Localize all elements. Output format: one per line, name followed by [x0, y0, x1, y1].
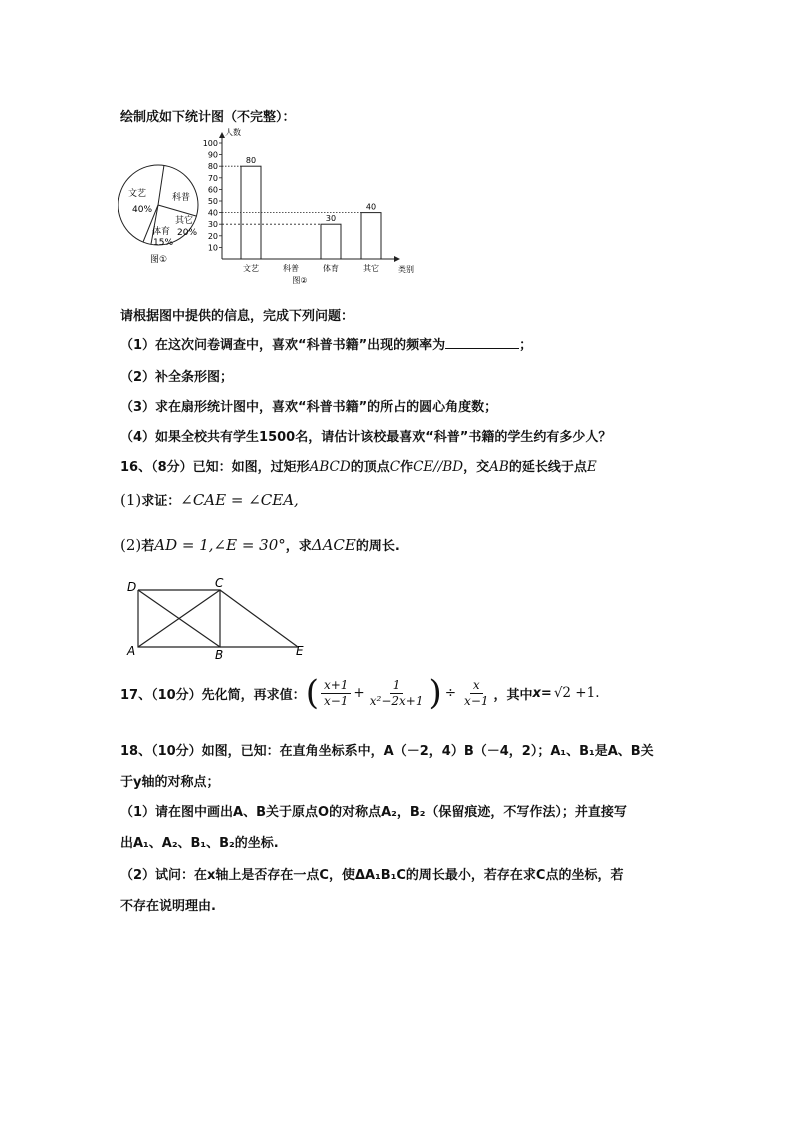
- point-c-label: C: [215, 576, 224, 590]
- x-tick-label: 文艺: [243, 264, 259, 273]
- y-tick-label: 20: [207, 231, 218, 241]
- q17-div: ÷: [444, 685, 457, 701]
- pie-pct-qita: 20%: [177, 228, 198, 238]
- q16-mid3: ，交: [463, 460, 490, 475]
- q17-fraction-2: [367, 678, 427, 709]
- q17-f2-num: 1: [390, 678, 404, 694]
- q17-stem: [120, 673, 600, 713]
- q17-f3-den: x−1: [464, 693, 489, 708]
- q17-tail: ，其中: [493, 687, 533, 703]
- intro-text: 绘制成如下统计图（不完整）：: [120, 110, 296, 125]
- q16-part1-math: ∠CAE = ∠CEA,: [180, 491, 299, 509]
- bar-chart: [200, 128, 430, 290]
- rectangle-figure: [122, 575, 322, 660]
- pie-caption: 图①: [150, 255, 168, 265]
- q16-mid4: 的延长线于点: [508, 460, 587, 475]
- y-axis-label: 人数: [225, 128, 241, 137]
- q16-e: E: [586, 459, 597, 475]
- q16-part2-num: (2): [120, 536, 142, 554]
- q18-line4: 出A₁、A₂、B₁、B₂的坐标.: [120, 836, 279, 851]
- point-a-label: A: [127, 644, 136, 658]
- q16-part2-math: AD = 1,∠E = 30°: [154, 536, 286, 554]
- bar-data-label: 80: [245, 156, 257, 166]
- q17-plus: +: [353, 685, 365, 701]
- y-tick-label: 70: [207, 173, 218, 183]
- q15-part1-text: （1）在这次问卷调查中，喜欢“科普书籍”出现的频率为: [120, 338, 446, 353]
- q15-part4: （4）如果全校共有学生1500名，请估计该校最喜欢“科普”书籍的学生约有多少人？: [120, 430, 612, 445]
- q16-part2-c: 的周长.: [355, 539, 400, 554]
- q16-part1: [120, 490, 299, 509]
- pie-chart: [118, 150, 210, 268]
- bar-data-label: 30: [325, 214, 337, 224]
- bar-data-label: 40: [365, 202, 377, 212]
- y-tick-label: 80: [207, 162, 218, 172]
- y-tick-label: 100: [202, 139, 218, 148]
- x-tick-label: 其它: [363, 264, 379, 273]
- q17-f1-den: x−1: [323, 693, 349, 708]
- q17-fraction-1: [321, 678, 351, 709]
- q15-part1-end: ；: [519, 338, 533, 353]
- x-axis-arrow: [394, 256, 400, 262]
- q16-part1-num: (1): [120, 491, 142, 509]
- q16-mid1: 的顶点: [350, 460, 390, 475]
- q16-mid2: 作: [400, 460, 414, 475]
- q16-stem: [120, 456, 597, 475]
- y-tick-label: 60: [207, 185, 218, 195]
- q16-part2-tri: ΔACE: [311, 536, 356, 554]
- pie-label-tiyu: 体育: [152, 227, 171, 237]
- q15-part2: （2）补全条形图；: [120, 370, 234, 385]
- pie-pct-wenyi: 40%: [132, 205, 153, 215]
- x-tick-label: 科普: [283, 264, 299, 273]
- bar-chart-caption: 图②: [292, 276, 308, 285]
- q18-line3: （1）请在图中画出A、B关于原点O的对称点A₂，B₂（保留痕迹，不写作法）；并直接写: [120, 805, 627, 820]
- y-tick-label: 10: [207, 243, 218, 253]
- q15-lead: 请根据图中提供的信息，完成下列问题：: [120, 309, 355, 324]
- q16-part2-b: ，求: [285, 539, 312, 554]
- answer-blank: [445, 336, 519, 349]
- point-b-label: B: [215, 648, 224, 660]
- point-d-label: D: [127, 580, 137, 594]
- x-axis-label: 类别: [398, 265, 414, 274]
- q17-f1-num: x+1: [321, 678, 351, 694]
- q18-line5: （2）试问：在x轴上是否存在一点C，使ΔA₁B₁C的周长最小，若存在求C点的坐标，若: [120, 868, 624, 883]
- q15-part3: （3）求在扇形统计图中，喜欢“科普书籍”的所占的圆心角度数；: [120, 400, 498, 415]
- q18-line2: 于y轴的对称点；: [120, 775, 220, 790]
- pie-pct-tiyu: 15%: [153, 238, 174, 248]
- q16-ab: AB: [489, 459, 509, 475]
- point-e-label: E: [296, 644, 304, 658]
- bar: [361, 213, 381, 259]
- q16-cebd: CE//BD: [413, 459, 464, 475]
- left-paren: (: [305, 673, 319, 713]
- y-tick-label: 30: [207, 220, 218, 230]
- q16-head: 16、（8分）已知：如图，过矩形: [120, 460, 310, 475]
- q15-part1: [120, 334, 532, 353]
- q18-line6: 不存在说明理由.: [120, 899, 216, 914]
- q17-end: .: [595, 685, 600, 701]
- q16-c: C: [389, 459, 401, 475]
- bar: [321, 224, 341, 259]
- q17-value: √2 +1: [553, 685, 596, 701]
- y-tick-label: 90: [207, 150, 218, 160]
- q17-f2-den: x²−2x+1: [369, 693, 424, 708]
- q17-f3-num: x: [470, 678, 483, 694]
- y-tick-label: 50: [207, 197, 218, 206]
- q16-part2-a: 若: [141, 539, 155, 554]
- q16-abcd: ABCD: [309, 459, 351, 475]
- pie-label-qita: 其它: [175, 216, 194, 226]
- q17-fraction-3: [461, 678, 491, 709]
- right-paren: ): [428, 673, 442, 713]
- y-tick-label: 40: [207, 208, 218, 218]
- q18-line1: 18、（10分）如图，已知：在直角坐标系中，A（－2，4）B（－4，2）；A₁、B₁是A、B关: [120, 744, 654, 759]
- q17-head: 17、（10分）先化简，再求值：: [120, 687, 306, 703]
- q17-xeq: x=: [532, 685, 552, 701]
- x-tick-label: 体育: [323, 264, 339, 273]
- q16-part1-text: 求证：: [141, 494, 181, 509]
- pie-label-kepu: 科普: [172, 193, 191, 203]
- q16-part2: [120, 535, 400, 554]
- pie-label-wenyi: 文艺: [128, 189, 147, 199]
